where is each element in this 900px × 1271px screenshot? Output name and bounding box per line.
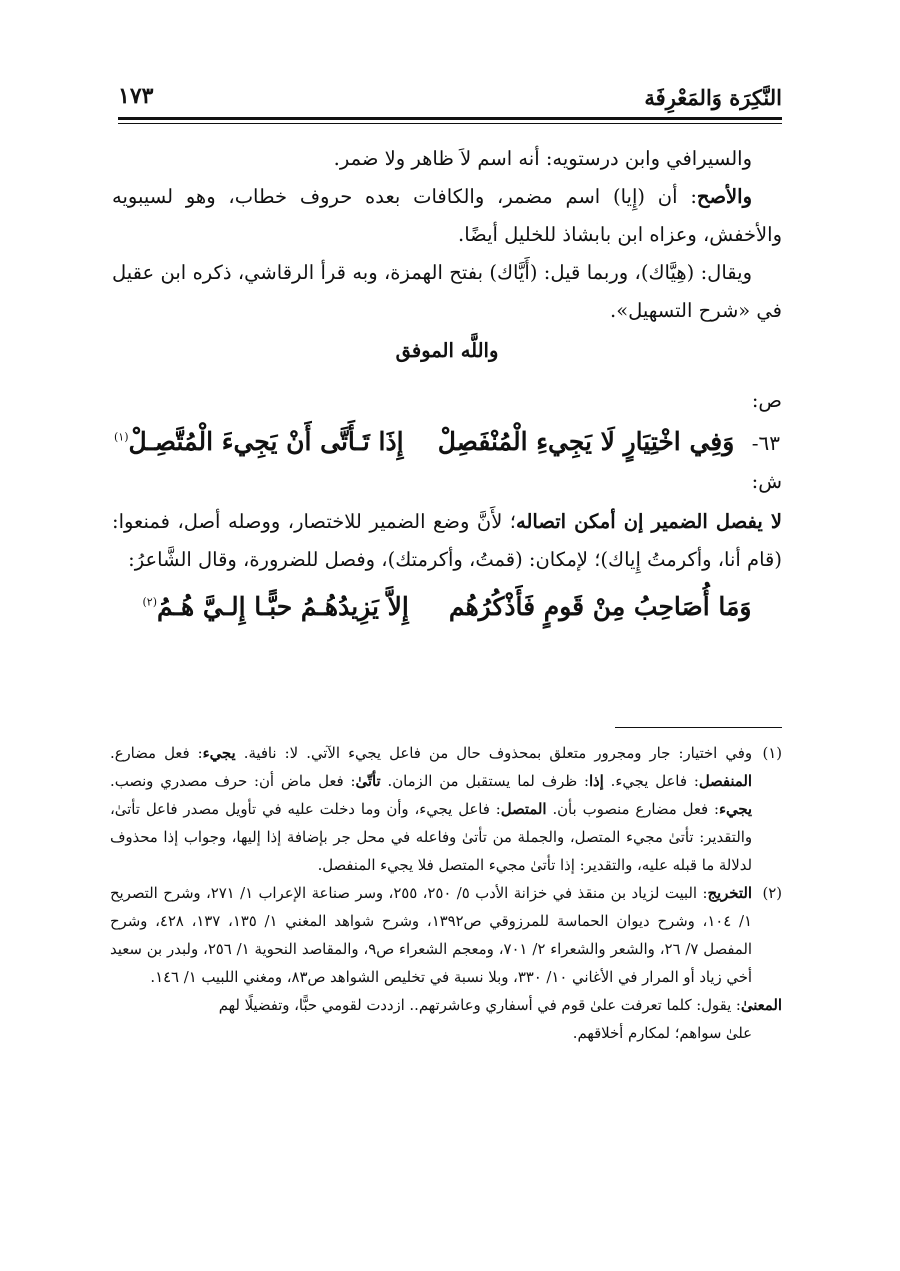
label-sharh: ش: (751, 470, 782, 493)
footnote-1-line-5: محل جر بإضافة إذا إليها، وجواب إذا محذوف لدلالة ما قبله عليه، والتقدير: إذا تأتىٰ مجيء (110, 829, 752, 874)
footnote-1-line-1a: وفي اختيار: جار ومجرور متعلق بمحذوف حال من فاعل يجيء الآتي. لا: نافية. (235, 745, 752, 762)
verse-63-second-text: إِذَا تَـأَتَّى أَنْ يَجِيءَ الْمُتَّصِـلْ (128, 427, 404, 456)
paragraph-2 (112, 178, 782, 254)
footnote-1-line-2a: مضارع. (110, 745, 156, 762)
paragraph-3-line-2: عقيل في «شرح التسهيل». (112, 261, 782, 322)
footnote-1-line-2e: : ظرف لما يستقبل من الزمان. (380, 773, 589, 790)
footnote-meaning-continued (110, 1020, 782, 1048)
verse-63 (114, 420, 780, 465)
paragraph-4-line-2: أصل، فمنعوا: (قام أنا، وأكرمتُ إِياك)؛ لإمكان: (قمتُ، وأكرمتك)، وفصل (112, 510, 782, 571)
footnotes (110, 740, 782, 1048)
footnote-2-number: (٢) (762, 885, 782, 902)
paragraph-3 (112, 254, 782, 330)
chapter-title: النَّكِرَة وَالمَعْرِفَة (644, 85, 782, 110)
footnote-2-line-2: ١/ ٢٧١، وشرح التصريح ١/ ١٠٤، وشرح ديوان الحماسة للمرزوقي ص١٣٩٢، وشرح (110, 885, 752, 930)
footnote-1-line-2c: : فاعل يجيء. (603, 773, 699, 790)
footnote-2-line-1: : البيت لزياد بن منقذ في خزانة الأدب ٥/ ٢٥٠، ٢٥٥، وسر صناعة الإعراب (258, 885, 708, 902)
verse-63-first-text: وَفِي اخْتِيَارٍ لَا يَجِيءِ الْمُنْفَصِلْ (437, 427, 735, 456)
paragraph-3-line-1: ويقال: (هِيَّاك)، وربما قيل: (أَيَّاك) بفتح الهمزة، وبه قرأ الرقاشي، ذكره ابن (160, 261, 752, 284)
footnote-1-line-3a: مصدري ونصب. (110, 773, 208, 790)
footnote-1-line-2g: : فعل ماض أن: حرف (214, 773, 356, 790)
footnote-ref-2[interactable]: (٢) (142, 595, 158, 609)
footnote-ref-1[interactable]: (١) (114, 430, 129, 444)
main-text (112, 140, 782, 629)
footnote-1-line-4: عليه في تأويل مصدر فاعل تأتىٰ، والتقدير: تأتىٰ مجيء المتصل، والجملة من تأتىٰ وفاعله في (110, 801, 752, 846)
paragraph-1 (112, 140, 782, 178)
label-matn: ص: (751, 389, 782, 412)
footnote-1-line-6: المتصل فلا يجيء المنفصل. (317, 857, 485, 874)
closing-phrase: واللَّه الموفق (395, 339, 499, 362)
verse-shahid-second-hemistich (143, 585, 409, 629)
footnote-meaning-line-2: علىٰ سواهم؛ لمكارم أخلاقهم. (572, 1025, 752, 1042)
footnote-2-line-5: الأغاني ١٠/ ٣٣٠، وبلا نسبة في تخليص الشواهد ص٨٣، ومغني اللبيب ١/ ١٤٦. (150, 969, 614, 986)
paragraph-2-lead: والأصح (696, 185, 752, 208)
footnote-2-line-4: ومعجم الشعراء ص٩، والمقاصد النحوية ١/ ٢٥٦، ولبدر بن سعيد أخي زياد أو المرار في (110, 941, 752, 986)
footnote-1-line-1c: : فعل (164, 745, 203, 762)
footnote-1 (110, 740, 782, 880)
verse-63-second-hemistich (114, 420, 404, 465)
footnote-1-term-taatta: تأتّىٰ (355, 773, 381, 790)
footnote-meaning-line-1: : يقول: كلما تعرفت علىٰ قوم في أسفاري وعاشرتهم.. ازددت لقومي حبًّا، وتفضيلًا لهم (218, 997, 741, 1014)
paragraph-4-line-1: ؛ لأَنَّ وضع الضمير للاختصار، ووصله (227, 510, 516, 533)
footnote-1-term-munfasil: المنفصل (698, 773, 752, 790)
footnote-1-line-3c: : فعل مضارع منصوب بأن. (546, 801, 720, 818)
paragraph-4-bold-rule: لا يفصل الضمير إن أمكن اتصاله (516, 510, 782, 533)
paragraph-2-line-2: والأخفش، وعزاه ابن بابشاذ للخليل أيضًا. (458, 223, 782, 246)
paragraph-1-text: والسيرافي وابن درستويه: أنه اسم لاَ ظاهر ولا ضمر. (333, 147, 752, 170)
paragraph-2-line-1: : أن (إِيا) اسم مضمر، والكافات بعده حروف خطاب، وهو لسيبويه (112, 185, 697, 208)
paragraph-4-line-3: للضرورة، وقال الشَّاعرُ: (128, 548, 319, 571)
header-rule-thick (118, 117, 782, 120)
footnote-2-line-3: شواهد المغني ١/ ١٣٥، ١٣٧، ٤٢٨، وشرح المفصل ٧/ ٢٦، والشعر والشعراء ٢/ ٧٠١، (110, 913, 752, 958)
footnote-meaning (110, 992, 782, 1020)
footnote-2-lead: التخريج (707, 885, 752, 902)
footnote-1-term-muttasil: المتصل (500, 801, 547, 818)
footnote-1-line-3e: : فاعل يجيء، وأن وما دخلت (319, 801, 501, 818)
footnote-1-term-yajii: يجيء (202, 745, 236, 762)
footnote-meaning-lead: المعنىٰ (740, 997, 782, 1014)
verse-shahid-first-hemistich: وَمَا أُصَاحِبُ مِنْ قَومٍ فَأَذْكُرُهُم (448, 592, 752, 621)
header-rule-thin (118, 123, 782, 124)
footnote-1-number: (١) (762, 745, 782, 762)
verse-shahid (114, 585, 780, 629)
verse-shahid-second-text: إِلاَّ يَزِيدُهُـمُ حبًّـا إِلـيَّ هُـمُ (157, 592, 409, 621)
footnote-1-term-yajii-2: يجيء (719, 801, 752, 818)
footnote-separator (615, 727, 782, 728)
footnote-2 (110, 880, 782, 992)
page-number: ١٧٣ (118, 83, 154, 109)
verse-number: ٦٣- (751, 431, 780, 455)
paragraph-4 (112, 503, 782, 579)
verse-63-first-hemistich (438, 420, 780, 465)
footnote-1-term-idha: إذا (588, 773, 604, 790)
